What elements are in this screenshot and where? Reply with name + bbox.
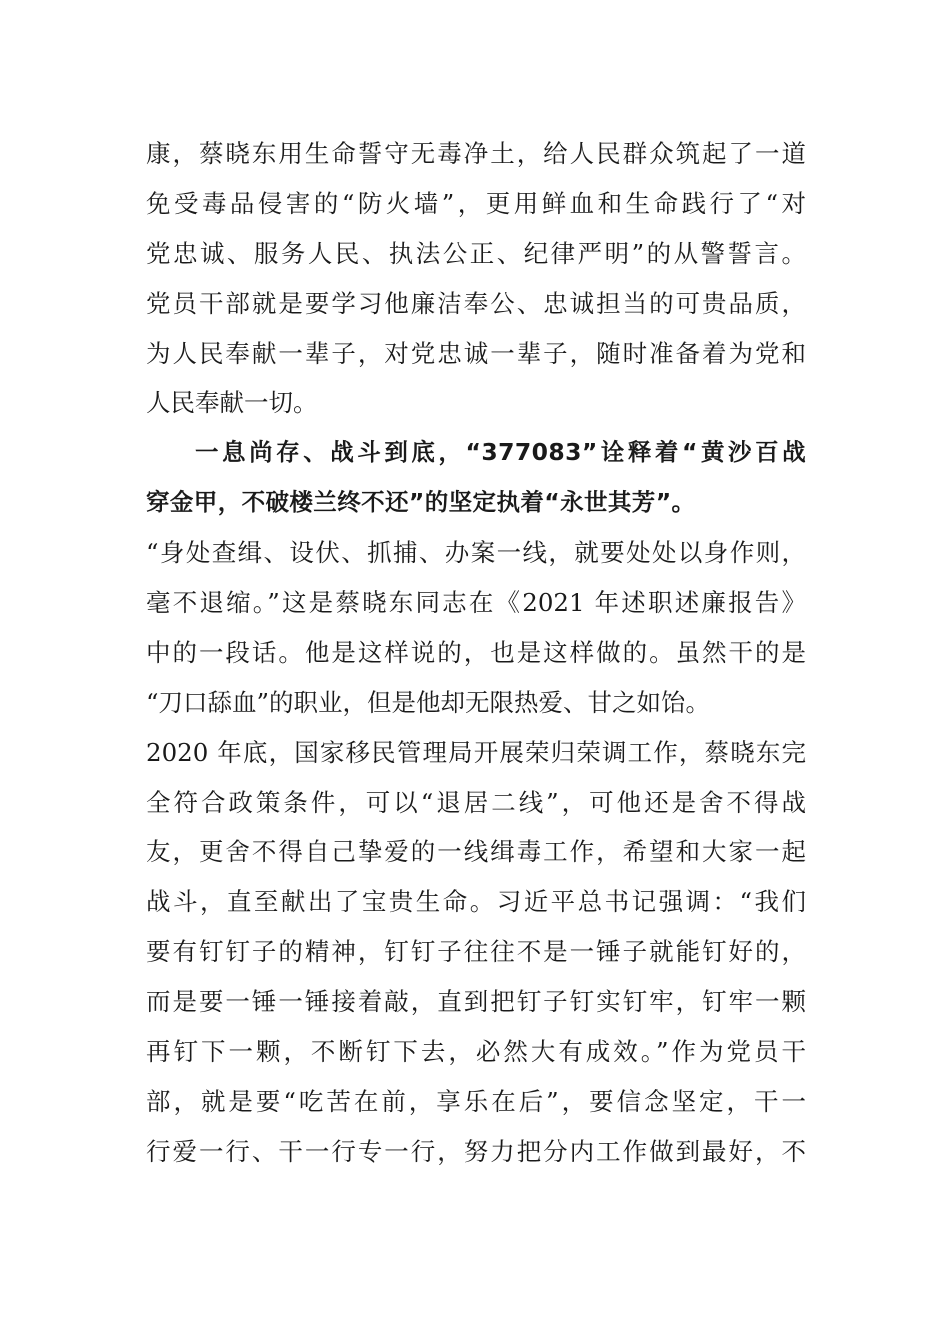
paragraph-line: “身处查缉、设伏、抓捕、办案一线，就要处处以身作则，: [146, 538, 806, 568]
paragraph-line: 行爱一行、干一行专一行，努力把分内工作做到最好，不: [146, 1136, 806, 1166]
paragraph-line: 中的一段话。他是这样说的，也是这样做的。虽然干的是: [146, 637, 806, 667]
paragraph-line: 部，就是要“吃苦在前，享乐在后”，要信念坚定，干一: [146, 1086, 806, 1116]
body-text: [146, 129, 806, 1177]
paragraph-line: 党员干部就是要学习他廉洁奉公、忠诚担当的可贵品质，: [146, 288, 806, 318]
paragraph-line: 全符合政策条件，可以“退居二线”，可他还是舍不得战: [146, 787, 806, 817]
paragraph-line: 康，蔡晓东用生命誓守无毒净土，给人民群众筑起了一道: [146, 139, 806, 168]
paragraph-line: 要有钉钉子的精神，钉钉子往往不是一锤子就能钉好的，: [146, 937, 806, 967]
paragraph-line: 为人民奉献一辈子，对党忠诚一辈子，随时准备着为党和: [146, 338, 806, 368]
paragraph-line: 毫不退缩。”这是蔡晓东同志在《2021 年述职述廉报告》: [146, 588, 806, 618]
section-heading-line: 穿金甲，不破楼兰终不还”的坚定执着“永世其芳”。: [146, 488, 696, 517]
paragraph-line: 友，更舍不得自己挚爱的一线缉毒工作，希望和大家一起: [146, 837, 806, 867]
paragraph-line: 免受毒品侵害的“防火墙”，更用鲜血和生命践行了“对: [146, 188, 806, 218]
paragraph-line: 2020 年底，国家移民管理局开展荣归荣调工作，蔡晓东完: [146, 737, 806, 767]
paragraph-line: 战斗，直至献出了宝贵生命。习近平总书记强调：“我们: [146, 887, 806, 917]
section-heading-line: 一息尚存、战斗到底，“377083”诠释着“黄沙百战: [195, 438, 806, 467]
paragraph-line: 党忠诚、服务人民、执法公正、纪律严明”的从警誓言。: [146, 238, 806, 268]
paragraph-line: 再钉下一颗，不断钉下去，必然大有成效。”作为党员干: [146, 1037, 806, 1067]
paragraph-line: 人民奉献一切。: [146, 388, 318, 418]
paragraph-line: “刀口舔血”的职业，但是他却无限热爱、甘之如饴。: [146, 687, 711, 717]
paragraph-line: 而是要一锤一锤接着敲，直到把钉子钉实钉牢，钉牢一颗: [146, 987, 806, 1017]
